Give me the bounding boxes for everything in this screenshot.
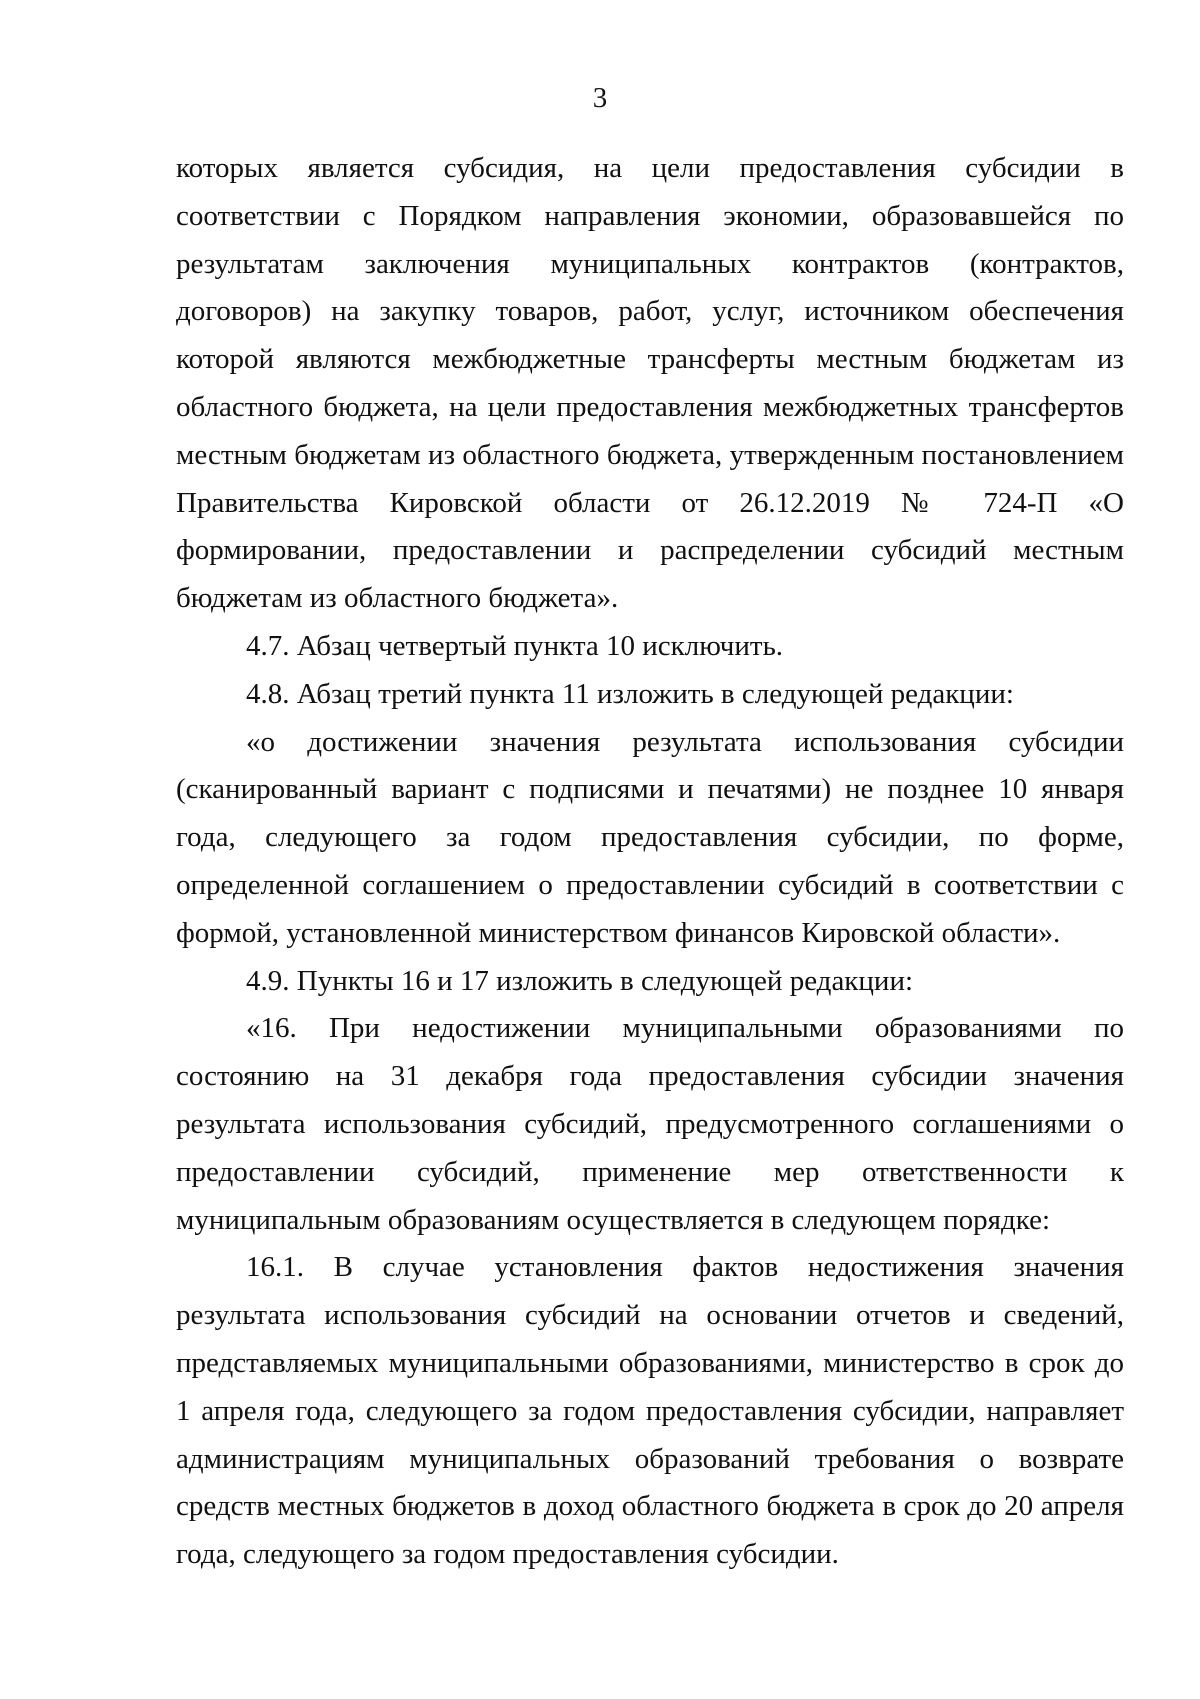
page-number: 3 bbox=[592, 82, 608, 114]
paragraph-quoted-amendment: «о достижении значения результата использования субсидии (сканированный вариант с подписями и печатями) не позднее 10 января года, следующего за годом предоставления субсидии, по форме, определенной соглашением о предоставлении субсидий в соответствии с формой, установленной министерством финансов Кировской области». bbox=[176, 725, 1124, 949]
paragraph-4-7: 4.7. Абзац четвертый пункта 10 исключить. bbox=[246, 629, 784, 662]
paragraph-16-1: 16.1. В случае установления фактов недостижения значения результата использования субсидий на основании отчетов и сведений, представляемых муниципальными образованиями, министерство в срок до 1 апреля года, следующего за годом предоставления субсидии, направляет администрациям муниципальных образований требования о возврате средств местных бюджетов в доход областного бюджета в срок до 20 апреля года, следующего за годом предоставления субсидии. bbox=[176, 1251, 1124, 1571]
paragraph-continuation: которых является субсидия, на цели предоставления субсидии в соответствии с Порядком направления экономии, образовавшейся по результатам заключения муниципальных контрактов (контрактов, договоров) на закупку товаров, работ, услуг, источником обеспечения которой являются межбюджетные трансферты местным бюджетам из областного бюджета, на цели предоставления межбюджетных трансфертов местным бюджетам из областного бюджета, утвержденным постановлением Правительства Кировской области от 26.12.2019 № 724-П «О формировании, предоставлении и распределении субсидий местным бюджетам из областного бюджета». bbox=[176, 152, 1124, 615]
paragraph-4-9: 4.9. Пункты 16 и 17 изложить в следующей редакции: bbox=[246, 964, 914, 997]
document-body bbox=[176, 145, 1124, 1579]
paragraph-4-8: 4.8. Абзац третий пункта 11 изложить в следующей редакции: bbox=[246, 677, 1014, 710]
paragraph-16: «16. При недостижении муниципальными образованиями по состоянию на 31 декабря года предоставления субсидии значения результата использования субсидий, предусмотренного соглашениями о предоставлении субсидий, применение мер ответственности к муниципальным образованиям осуществляется в следующем порядке: bbox=[176, 1012, 1124, 1236]
